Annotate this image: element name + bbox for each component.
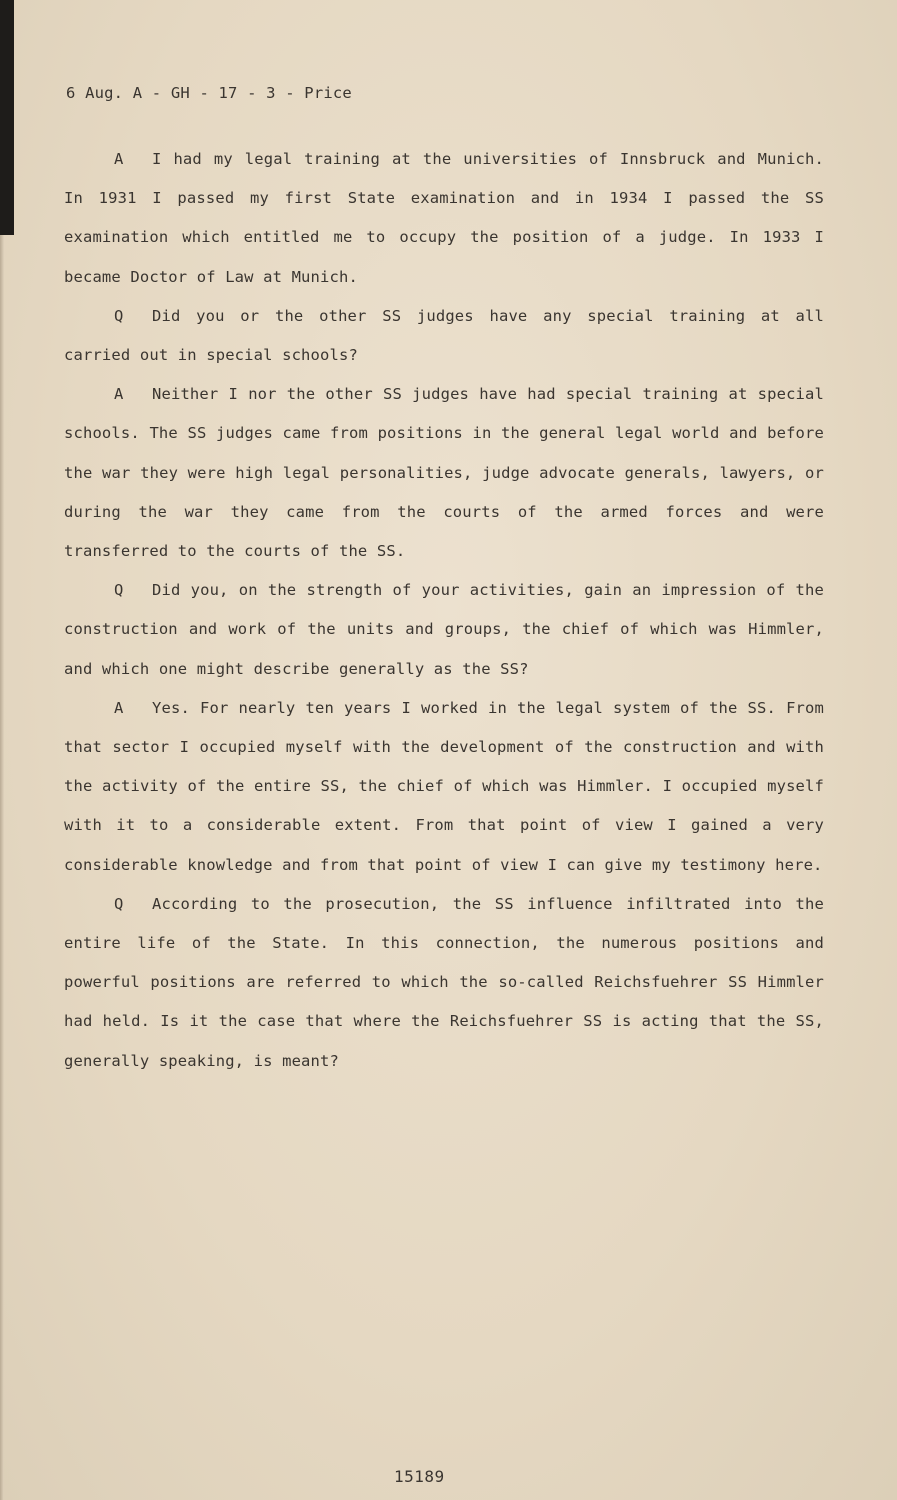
- paragraph-text: I had my legal training at the universities of Innsbruck and Munich. In 1931 I passed my first State examination and in 1934 I passed the SS examination which entitled me to occupy the position of a judge. In 1933 I became Doctor of Law at Munich.: [64, 150, 824, 286]
- page-number: 15189: [394, 1467, 445, 1486]
- transcript-body: [64, 140, 824, 1081]
- transcript-paragraph: [64, 571, 824, 689]
- transcript-paragraph: [64, 885, 824, 1081]
- paragraph-text: Did you or the other SS judges have any special training at all carried out in special schools?: [64, 306, 824, 365]
- binding-edge: [0, 0, 14, 235]
- transcript-paragraph: [64, 297, 824, 375]
- speaker-label: A: [114, 385, 124, 404]
- document-header: 6 Aug. A - GH - 17 - 3 - Price: [66, 84, 352, 102]
- paragraph-text: Neither I nor the other SS judges have had special training at special schools. The SS judges came from positions in the general legal world and before the war they were high legal personalities, judge advocate generals, lawyers, or during the war they came from the courts of the armed forces and were transferred to the courts of the SS.: [64, 385, 824, 561]
- paragraph-text: Did you, on the strength of your activities, gain an impression of the construction and work of the units and groups, the chief of which was Himmler, and which one might describe generally as the SS?: [64, 581, 824, 678]
- speaker-label: Q: [114, 306, 124, 325]
- transcript-paragraph: [64, 140, 824, 297]
- speaker-label: Q: [114, 894, 124, 913]
- paragraph-text: According to the prosecution, the SS influence infiltrated into the entire life of the State. In this connection, the numerous positions and powerful positions are referred to which the so-called Reichsfuehrer SS Himmler had held. Is it the case that where the Reichsfuehrer SS is acting that the SS, generally speaking, is meant?: [64, 894, 824, 1070]
- paper-edge: [0, 235, 4, 1500]
- transcript-paragraph: [64, 375, 824, 571]
- paragraph-text: Yes. For nearly ten years I worked in the legal system of the SS. From that sector I occupied myself with the development of the construction and with the activity of the entire SS, the chief of which was Himmler. I occupied myself with it to a considerable extent. From that point of view I gained a very considerable knowledge and from that point of view I can give my testimony here.: [64, 698, 824, 874]
- transcript-paragraph: [64, 689, 824, 885]
- speaker-label: A: [114, 150, 124, 168]
- speaker-label: A: [114, 698, 124, 717]
- speaker-label: Q: [114, 581, 124, 600]
